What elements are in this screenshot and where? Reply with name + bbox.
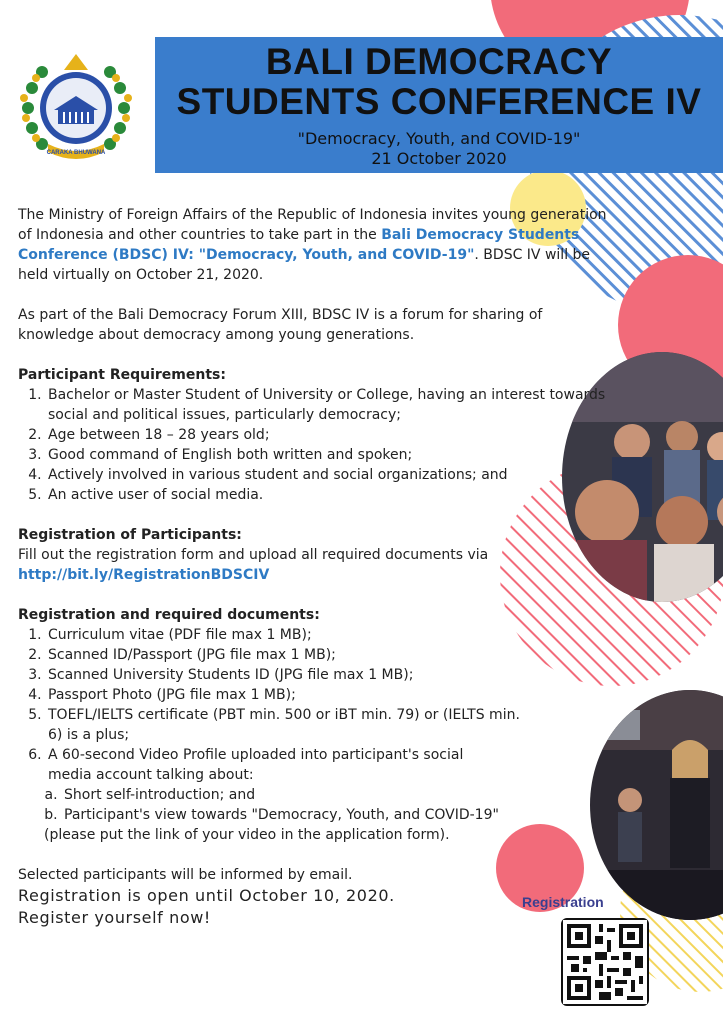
list-item: 1. Bachelor or Master Student of University or College, having an interest towards social and political issues, particularly democracy; [46, 385, 618, 425]
documents-list [18, 625, 618, 825]
deadline-text: Registration is open until October 10, 2020. [18, 886, 395, 905]
registration-text: Fill out the registration form and upload all required documents via [18, 547, 489, 563]
forum-paragraph: As part of the Bali Democracy Forum XIII, BDSC IV is a forum for sharing of knowledge about democracy among young generations. [18, 307, 543, 343]
video-topics-list [48, 785, 532, 825]
list-item: 5. TOEFL/IELTS certificate (PBT min. 500 or iBT min. 79) or (IELTS min. 6) is a plus; [46, 705, 528, 745]
requirements-heading: Participant Requirements: [18, 367, 226, 383]
list-item: 2. Age between 18 – 28 years old; [46, 425, 618, 445]
conference-subtitle [155, 129, 723, 169]
video-note: (please put the link of your video in the application form). [44, 827, 450, 843]
list-item: 5. An active user of social media. [46, 485, 618, 505]
list-item: 3. Scanned University Students ID (JPG file max 1 MB); [46, 665, 618, 685]
list-item: 3. Good command of English both written and spoken; [46, 445, 618, 465]
list-item: 4. Passport Photo (JPG file max 1 MB); [46, 685, 618, 705]
conference-name: Bali Democracy Students Conference (BDSC) IV: "Democracy, Youth, and COVID-19" [18, 227, 580, 263]
informed-text: Selected participants will be informed by email. [18, 867, 353, 883]
list-item: a. Short self-introduction; and [62, 785, 532, 805]
registration-qr-code[interactable] [561, 918, 649, 1006]
svg-text:CARAKA BHUWANA: CARAKA BHUWANA [46, 150, 106, 156]
ministry-emblem-logo [14, 48, 138, 166]
registration-heading: Registration of Participants: [18, 527, 242, 543]
conference-theme: "Democracy, Youth, and COVID-19" [297, 129, 581, 148]
list-item: 1. Curriculum vitae (PDF file max 1 MB); [46, 625, 618, 645]
conference-date: 21 October 2020 [371, 149, 507, 168]
main-content [18, 205, 618, 929]
list-item: b. Participant's view towards "Democracy, Youth, and COVID-19" [62, 805, 532, 825]
cta-text: Register yourself now! [18, 908, 211, 927]
documents-heading: Registration and required documents: [18, 607, 320, 623]
list-item: 4. Actively involved in various student and social organizations; and [46, 465, 618, 485]
registration-link[interactable]: http://bit.ly/RegistrationBDSCIV [18, 567, 270, 583]
intro-paragraph: The Ministry of Foreign Affairs of the Republic of Indonesia invites young generation of Indonesia and other countries to take part in the Bali Democracy Students Conference (BDSC) IV: "Democracy, Youth, and COVID-19". BDSC IV will be held virtually on October 21, 2020. [18, 207, 607, 283]
qr-label: Registration [522, 894, 604, 910]
list-item: 2. Scanned ID/Passport (JPG file max 1 MB); [46, 645, 618, 665]
list-item: 6. A 60-second Video Profile uploaded into participant's social media account talking about: a. Short self-introduction; and b. Participant's view towards "Democracy, Youth, and COVID-19" [46, 745, 468, 825]
requirements-list [18, 385, 618, 505]
page-title: BALI DEMOCRACY STUDENTS CONFERENCE IV [176, 41, 702, 122]
